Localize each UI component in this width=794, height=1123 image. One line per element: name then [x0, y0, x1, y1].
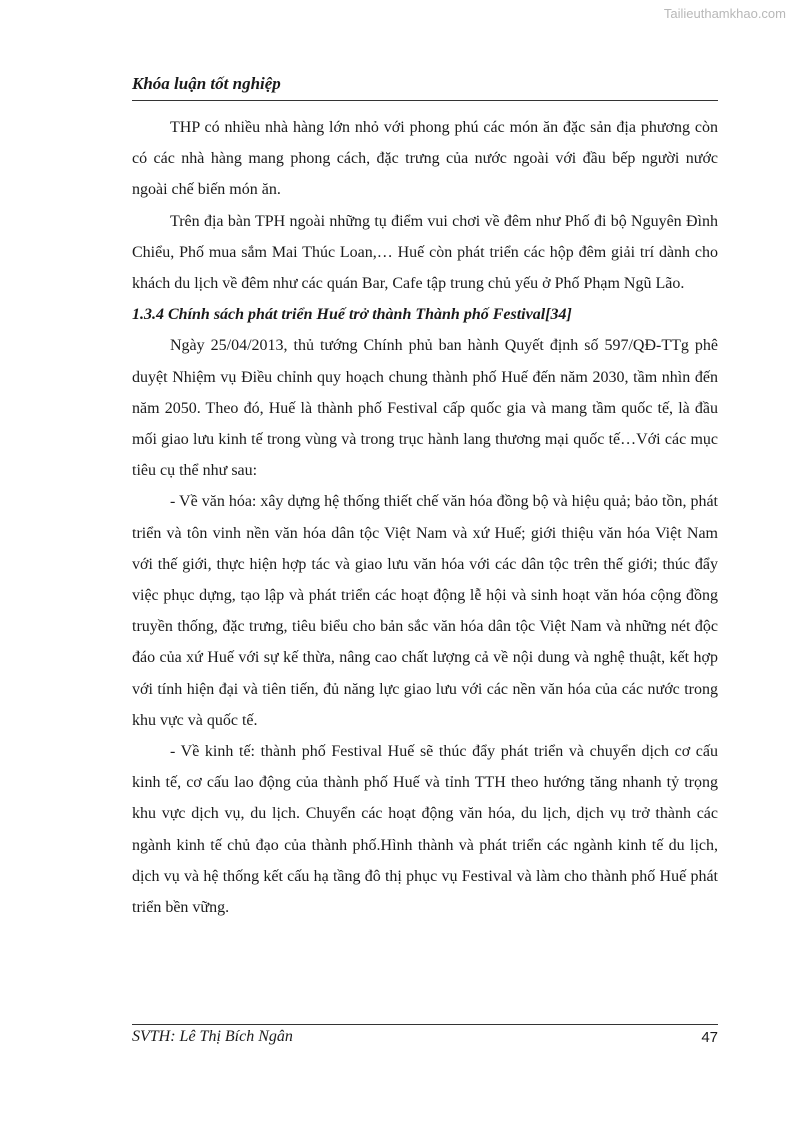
paragraph-nightlife: Trên địa bàn TPH ngoài những tụ điểm vui chơi về đêm như Phố đi bộ Nguyên Đình Chiểu, Phố mua sắm Mai Thúc Loan,… Huế còn phát triển các hộp đêm giải trí dành cho khách du lịch về đêm như các quán Bar, Cafe tập trung chủ yếu ở Phố Phạm Ngũ Lão. — [132, 212, 718, 293]
footer-divider — [132, 1024, 718, 1025]
paragraph-decision: Ngày 25/04/2013, thủ tướng Chính phủ ban hành Quyết định số 597/QĐ-TTg phê duyệt Nhiệm vụ Điều chỉnh quy hoạch chung thành phố Huế đến năm 2030, tầm nhìn đến năm 2050. Theo đó, Huế là thành phố Festival cấp quốc gia và mang tầm quốc tế, là đầu mối giao lưu kinh tế trong vùng và trong trục hành lang thương mại quốc tế…Với các mục tiêu cụ thể như sau: — [132, 337, 718, 480]
footer-author: SVTH: Lê Thị Bích Ngân — [132, 1028, 293, 1045]
paragraph-economy: - Về kinh tế: thành phố Festival Huế sẽ thúc đẩy phát triển và chuyển dịch cơ cấu kinh tế, cơ cấu lao động của thành phố Huế và tỉnh TTH theo hướng tăng nhanh tỷ trọng khu vực dịch vụ, du lịch. Chuyển các hoạt động văn hóa, du lịch, dịch vụ trở thành các ngành kinh tế chủ đạo của thành phố.Hình thành và phát triển các ngành kinh tế du lịch, dịch vụ và hệ thống kết cấu hạ tầng đô thị phục vụ Festival và làm cho thành phố Huế phát triển bền vững. — [132, 743, 718, 917]
section-heading: 1.3.4 Chính sách phát triển Huế trở thành Thành phố Festival[34] — [132, 306, 572, 324]
paragraph-restaurants: THP có nhiều nhà hàng lớn nhỏ với phong phú các món ăn đặc sản địa phương còn có các nhà hàng mang phong cách, đặc trưng của nước ngoài với đầu bếp người nước ngoài chế biến món ăn. — [132, 119, 718, 199]
page-number: 47 — [701, 1029, 718, 1046]
header-divider — [132, 100, 718, 101]
paragraph-culture: - Về văn hóa: xây dựng hệ thống thiết chế văn hóa đồng bộ và hiệu quả; bảo tồn, phát triển và tôn vinh nền văn hóa dân tộc Việt Nam và xứ Huế; giới thiệu văn hóa Việt Nam với thế giới, thực hiện hợp tác và giao lưu văn hóa với các dân tộc trên thế giới; thúc đẩy việc phục dựng, tạo lập và phát triển các hoạt động lễ hội và sinh hoạt văn hóa cộng đồng truyền thống, đặc trưng, tiêu biểu cho bản sắc văn hóa dân tộc Việt Nam và những nét độc đáo của xứ Huế với sự kế thừa, nâng cao chất lượng cả về nội dung và nghệ thuật, kết hợp với tính hiện đại và tiên tiến, đủ năng lực giao lưu với các nền văn hóa của các nước trong khu vực và quốc tế. — [132, 493, 718, 729]
running-header-title: Khóa luận tốt nghiệp — [132, 74, 281, 93]
watermark-text: Tailieuthamkhao.com — [663, 6, 786, 21]
document-body — [132, 112, 718, 923]
